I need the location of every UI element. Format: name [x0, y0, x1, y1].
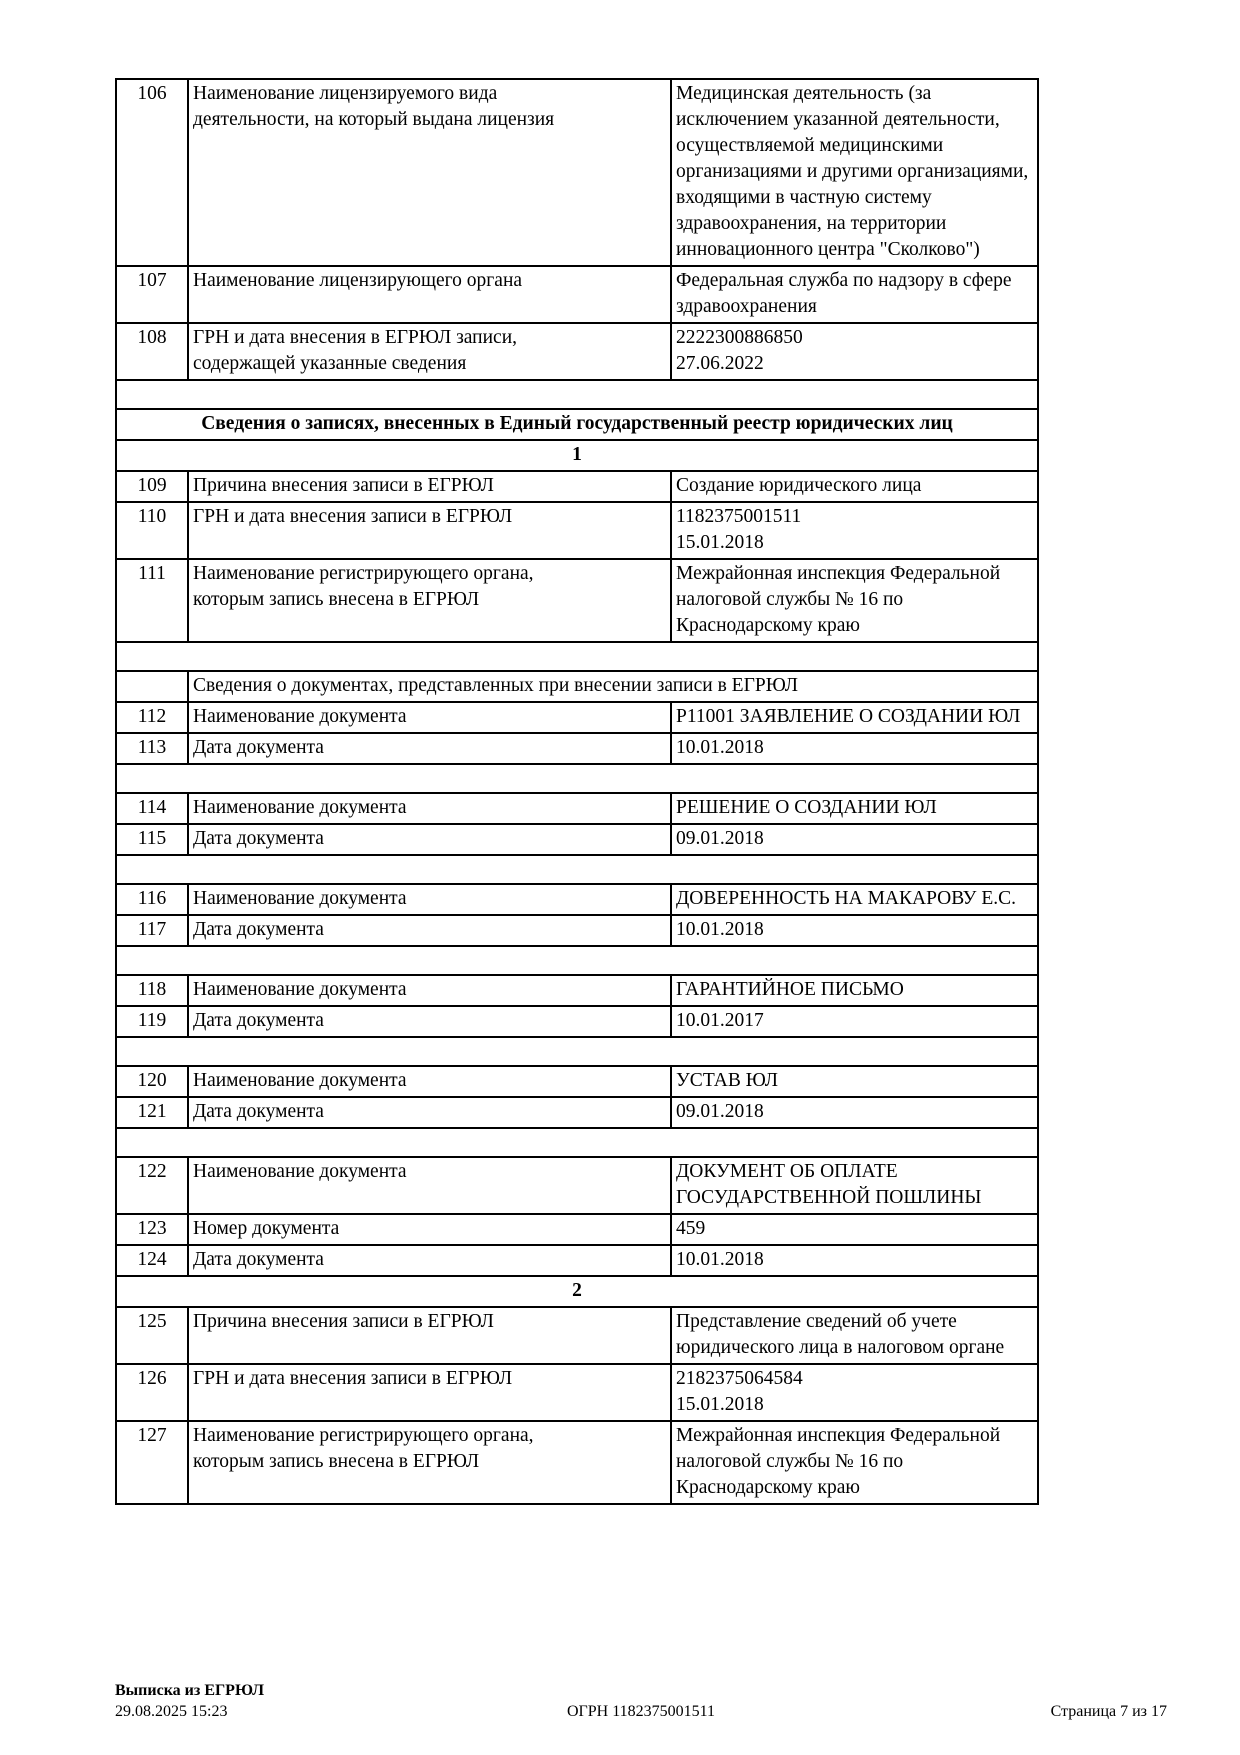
- table-row: [116, 1364, 1038, 1421]
- row-label-line: Наименование документа: [193, 706, 407, 727]
- spacer-cell: [116, 642, 1038, 671]
- row-label: [188, 1421, 671, 1504]
- row-label-line: содержащей указанные сведения: [193, 353, 467, 374]
- row-value: [671, 1214, 1038, 1245]
- row-value-line: здравоохранения: [676, 296, 817, 317]
- row-value-line: 15.01.2018: [676, 1394, 764, 1415]
- row-value-line: налоговой службы № 16 по: [676, 1451, 904, 1472]
- spacer-row: [116, 380, 1038, 409]
- row-value: [671, 884, 1038, 915]
- row-label-line: которым запись внесена в ЕГРЮЛ: [193, 589, 480, 610]
- row-value-line: 27.06.2022: [676, 353, 764, 374]
- section-header-line: Сведения о записях, внесенных в Единый государственный реестр юридических лиц: [201, 413, 953, 434]
- row-label: [188, 1157, 671, 1214]
- entry-number: [116, 440, 1038, 471]
- spacer-cell: [116, 1128, 1038, 1157]
- table-row: [116, 1097, 1038, 1128]
- row-label: [188, 559, 671, 642]
- row-label: [188, 915, 671, 946]
- row-value-line: 10.01.2018: [676, 919, 764, 940]
- row-value-line: налоговой службы № 16 по: [676, 589, 904, 610]
- row-label-line: Дата документа: [193, 1010, 324, 1031]
- row-label: [188, 793, 671, 824]
- table-row: [116, 559, 1038, 642]
- row-number: [116, 502, 188, 559]
- table-row: [116, 884, 1038, 915]
- subheader-empty-cell: [116, 671, 188, 702]
- subheader-title-line: Сведения о документах, представленных при внесении записи в ЕГРЮЛ: [193, 675, 798, 696]
- subheader-row: [116, 671, 1038, 702]
- row-label: [188, 1097, 671, 1128]
- row-number: [116, 824, 188, 855]
- table-row: [116, 323, 1038, 380]
- row-label-line: Наименование регистрирующего органа,: [193, 563, 534, 584]
- row-number-line: 108: [137, 327, 167, 348]
- row-label: [188, 79, 671, 266]
- row-value: [671, 1097, 1038, 1128]
- row-number-line: 117: [137, 919, 167, 940]
- entry-number-line: 1: [572, 444, 582, 465]
- row-value: [671, 1157, 1038, 1214]
- row-number: [116, 79, 188, 266]
- row-label: [188, 1214, 671, 1245]
- row-value: [671, 1421, 1038, 1504]
- row-label: [188, 824, 671, 855]
- spacer-row: [116, 855, 1038, 884]
- row-number-line: 114: [137, 797, 167, 818]
- row-label-line: Наименование документа: [193, 797, 407, 818]
- row-number: [116, 559, 188, 642]
- row-label-line: Дата документа: [193, 737, 324, 758]
- row-number: [116, 471, 188, 502]
- row-value: [671, 824, 1038, 855]
- row-value-line: осуществляемой медицинскими: [676, 135, 944, 156]
- row-value-line: организациями и другими организациями,: [676, 161, 1029, 182]
- row-value: [671, 1066, 1038, 1097]
- spacer-row: [116, 642, 1038, 671]
- table-row: [116, 1421, 1038, 1504]
- row-label-line: ГРН и дата внесения в ЕГРЮЛ записи,: [193, 327, 518, 348]
- row-value-line: Межрайонная инспекция Федеральной: [676, 563, 1001, 584]
- table-row: [116, 1157, 1038, 1214]
- row-label-line: ГРН и дата внесения записи в ЕГРЮЛ: [193, 1368, 513, 1389]
- row-label: [188, 1364, 671, 1421]
- row-label-line: Номер документа: [193, 1218, 340, 1239]
- spacer-cell: [116, 1037, 1038, 1066]
- row-value-line: Медицинская деятельность (за: [676, 83, 932, 104]
- row-label: [188, 323, 671, 380]
- row-value-line: ДОВЕРЕННОСТЬ НА МАКАРОВУ Е.С.: [676, 888, 1017, 909]
- table-row: [116, 1307, 1038, 1364]
- row-value-line: 10.01.2018: [676, 1249, 764, 1270]
- row-value-line: 15.01.2018: [676, 532, 764, 553]
- table-row: [116, 1214, 1038, 1245]
- row-value-line: РЕШЕНИЕ О СОЗДАНИИ ЮЛ: [676, 797, 937, 818]
- row-label: [188, 502, 671, 559]
- row-number-line: 125: [137, 1311, 167, 1332]
- row-number: [116, 1006, 188, 1037]
- footer-ogrn: ОГРН 1182375001511: [566, 1703, 716, 1720]
- row-label-line: Наименование лицензирующего органа: [193, 270, 523, 291]
- spacer-cell: [116, 855, 1038, 884]
- row-number: [116, 915, 188, 946]
- row-value: [671, 1307, 1038, 1364]
- footer-second-line: [115, 1701, 1167, 1722]
- row-label-line: Наименование документа: [193, 888, 407, 909]
- row-number: [116, 1097, 188, 1128]
- row-number: [116, 1214, 188, 1245]
- row-label-line: Наименование лицензируемого вида: [193, 83, 498, 104]
- row-label-line: Причина внесения записи в ЕГРЮЛ: [193, 475, 494, 496]
- entry-number-row: [116, 440, 1038, 471]
- row-number-line: 109: [137, 475, 167, 496]
- row-number-line: 122: [137, 1161, 167, 1182]
- row-number-line: 120: [137, 1070, 167, 1091]
- row-number-line: 115: [137, 828, 167, 849]
- row-label: [188, 1307, 671, 1364]
- section-header-row: [116, 409, 1038, 440]
- row-number-line: 113: [137, 737, 167, 758]
- row-value-line: Межрайонная инспекция Федеральной: [676, 1425, 1001, 1446]
- section-header: [116, 409, 1038, 440]
- table-row: [116, 824, 1038, 855]
- row-value-line: 459: [676, 1218, 706, 1239]
- row-value-line: ДОКУМЕНТ ОБ ОПЛАТЕ: [676, 1161, 898, 1182]
- row-value: [671, 915, 1038, 946]
- row-number-line: 110: [137, 506, 167, 527]
- row-value: [671, 975, 1038, 1006]
- row-label: [188, 975, 671, 1006]
- row-label-line: деятельности, на который выдана лицензия: [193, 109, 555, 130]
- row-value-line: Представление сведений об учете: [676, 1311, 957, 1332]
- row-value-line: 09.01.2018: [676, 828, 764, 849]
- row-value: [671, 266, 1038, 323]
- egrul-table: [115, 78, 1039, 1505]
- row-number: [116, 884, 188, 915]
- row-number: [116, 975, 188, 1006]
- row-label: [188, 266, 671, 323]
- row-value: [671, 1364, 1038, 1421]
- row-value-line: Р11001 ЗАЯВЛЕНИЕ О СОЗДАНИИ ЮЛ: [676, 706, 1021, 727]
- row-number-line: 112: [137, 706, 167, 727]
- row-number: [116, 1245, 188, 1276]
- row-label-line: которым запись внесена в ЕГРЮЛ: [193, 1451, 480, 1472]
- entry-number-row: [116, 1276, 1038, 1307]
- row-value-line: 2222300886850: [676, 327, 803, 348]
- row-number-line: 127: [137, 1425, 167, 1446]
- row-number: [116, 266, 188, 323]
- row-label: [188, 733, 671, 764]
- row-value: [671, 323, 1038, 380]
- row-value-line: УСТАВ ЮЛ: [676, 1070, 779, 1091]
- row-number: [116, 1307, 188, 1364]
- row-label-line: Наименование регистрирующего органа,: [193, 1425, 534, 1446]
- spacer-cell: [116, 380, 1038, 409]
- row-value: [671, 1006, 1038, 1037]
- row-label-line: Наименование документа: [193, 979, 407, 1000]
- row-number-line: 111: [138, 563, 166, 584]
- row-value-line: юридического лица в налоговом органе: [676, 1337, 1005, 1358]
- row-number: [116, 702, 188, 733]
- table-row: [116, 266, 1038, 323]
- subheader-title: [188, 671, 1038, 702]
- row-number-line: 118: [137, 979, 167, 1000]
- spacer-row: [116, 764, 1038, 793]
- row-value-line: входящими в частную систему: [676, 187, 932, 208]
- row-value-line: Краснодарскому краю: [676, 1477, 860, 1498]
- row-value-line: 1182375001511: [676, 506, 802, 527]
- row-label-line: Дата документа: [193, 1101, 324, 1122]
- row-label-line: Наименование документа: [193, 1161, 407, 1182]
- row-label-line: Дата документа: [193, 919, 324, 940]
- row-number-line: 107: [137, 270, 167, 291]
- row-value: [671, 471, 1038, 502]
- row-label-line: ГРН и дата внесения записи в ЕГРЮЛ: [193, 506, 513, 527]
- table-row: [116, 1006, 1038, 1037]
- row-value-line: ГАРАНТИЙНОЕ ПИСЬМО: [676, 979, 904, 1000]
- row-value-line: инновационного центра "Сколково"): [676, 239, 980, 260]
- footer-page-number: Страница 7 из 17: [1050, 1703, 1167, 1720]
- spacer-row: [116, 946, 1038, 975]
- table-row: [116, 471, 1038, 502]
- table-row: [116, 793, 1038, 824]
- row-number: [116, 323, 188, 380]
- footer-datetime: 29.08.2025 15:23: [115, 1703, 228, 1720]
- row-number-line: 124: [137, 1249, 167, 1270]
- row-label: [188, 1066, 671, 1097]
- page-footer: [115, 1680, 1167, 1722]
- table-row: [116, 502, 1038, 559]
- table-row: [116, 79, 1038, 266]
- row-value-line: 10.01.2018: [676, 737, 764, 758]
- table-row: [116, 1245, 1038, 1276]
- row-number: [116, 1421, 188, 1504]
- egrul-table-body: [116, 79, 1038, 1504]
- table-row: [116, 915, 1038, 946]
- row-number-line: 119: [137, 1010, 167, 1031]
- table-row: [116, 1066, 1038, 1097]
- row-label: [188, 702, 671, 733]
- row-value-line: Краснодарскому краю: [676, 615, 860, 636]
- row-number: [116, 1157, 188, 1214]
- table-row: [116, 733, 1038, 764]
- row-label-line: Дата документа: [193, 1249, 324, 1270]
- spacer-row: [116, 1037, 1038, 1066]
- row-number-line: 121: [137, 1101, 167, 1122]
- row-number: [116, 1364, 188, 1421]
- row-value: [671, 793, 1038, 824]
- row-value: [671, 79, 1038, 266]
- row-number: [116, 733, 188, 764]
- row-value-line: ГОСУДАРСТВЕННОЙ ПОШЛИНЫ: [676, 1187, 982, 1208]
- row-value-line: Федеральная служба по надзору в сфере: [676, 270, 1012, 291]
- row-value: [671, 502, 1038, 559]
- table-row: [116, 702, 1038, 733]
- row-value-line: здравоохранения, на территории: [676, 213, 947, 234]
- row-value-line: 09.01.2018: [676, 1101, 764, 1122]
- row-value: [671, 559, 1038, 642]
- table-row: [116, 975, 1038, 1006]
- row-label: [188, 1245, 671, 1276]
- row-value-line: исключением указанной деятельности,: [676, 109, 1000, 130]
- footer-doc-title: Выписка из ЕГРЮЛ: [115, 1682, 265, 1699]
- entry-number: [116, 1276, 1038, 1307]
- row-value-line: Создание юридического лица: [676, 475, 922, 496]
- row-value: [671, 702, 1038, 733]
- row-value: [671, 733, 1038, 764]
- spacer-cell: [116, 946, 1038, 975]
- row-value-line: 2182375064584: [676, 1368, 803, 1389]
- row-value-line: 10.01.2017: [676, 1010, 764, 1031]
- row-value: [671, 1245, 1038, 1276]
- row-label: [188, 884, 671, 915]
- row-label-line: Наименование документа: [193, 1070, 407, 1091]
- spacer-row: [116, 1128, 1038, 1157]
- row-number-line: 106: [137, 83, 167, 104]
- spacer-cell: [116, 764, 1038, 793]
- row-number-line: 116: [137, 888, 167, 909]
- row-label: [188, 1006, 671, 1037]
- row-number: [116, 1066, 188, 1097]
- row-number-line: 126: [137, 1368, 167, 1389]
- row-number-line: 123: [137, 1218, 167, 1239]
- row-number: [116, 793, 188, 824]
- entry-number-line: 2: [572, 1280, 582, 1301]
- row-label-line: Причина внесения записи в ЕГРЮЛ: [193, 1311, 494, 1332]
- row-label: [188, 471, 671, 502]
- row-label-line: Дата документа: [193, 828, 324, 849]
